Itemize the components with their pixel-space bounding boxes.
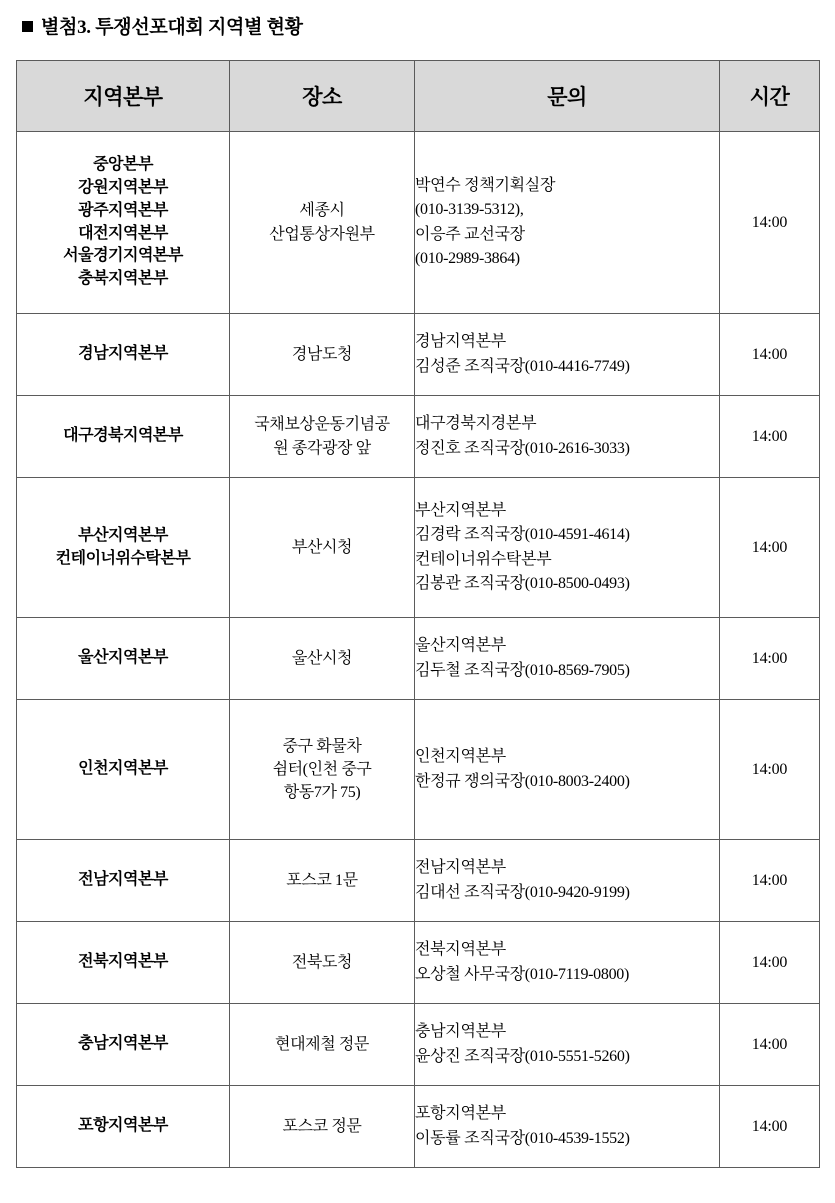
cell-contact-lines [415, 745, 719, 794]
cell-hq-line: 부산지역본부 [78, 526, 168, 544]
cell-place [230, 618, 415, 700]
cell-time: 14:00 [720, 922, 820, 1004]
cell-place-lines [230, 1033, 414, 1056]
cell-place-line: 쉼터(인천 중구 [272, 760, 372, 778]
cell-place-line: 포스코 정문 [282, 1117, 362, 1135]
cell-hq-lines [17, 425, 229, 448]
cell-time: 14:00 [720, 478, 820, 618]
cell-hq-line: 울산지역본부 [78, 649, 168, 667]
cell-place-line: 전북도청 [291, 953, 353, 971]
cell-place-line: 산업통상자원부 [269, 225, 375, 243]
cell-hq-line: 강원지역본부 [78, 179, 168, 197]
table-body [17, 132, 820, 1168]
cell-contact-line: 포항지역본부 [415, 1105, 506, 1123]
cell-place-lines [230, 199, 414, 245]
cell-place [230, 132, 415, 314]
cell-contact-line: 울산지역본부 [415, 637, 506, 655]
cell-contact-line: 박연수 정책기획실장 [415, 176, 556, 194]
cell-hq-line: 중앙본부 [93, 156, 153, 174]
page-title-text: 별첨3. 투쟁선포대회 지역별 현황 [41, 17, 303, 38]
cell-hq [17, 1086, 230, 1168]
cell-contact-line: 인천지역본부 [415, 748, 506, 766]
cell-place-lines [230, 647, 414, 670]
cell-place-line: 포스코 1문 [286, 871, 358, 889]
cell-time: 14:00 [720, 314, 820, 396]
cell-contact [415, 1086, 720, 1168]
cell-contact-line: 전북지역본부 [415, 941, 506, 959]
cell-hq [17, 618, 230, 700]
cell-contact-line: 정진호 조직국장(010-2616-3033) [415, 439, 630, 457]
cell-contact-line: 김봉관 조직국장(010-8500-0493) [415, 574, 630, 592]
cell-place [230, 700, 415, 840]
cell-contact [415, 314, 720, 396]
cell-place-line: 부산시청 [291, 538, 353, 556]
cell-time: 14:00 [720, 1086, 820, 1168]
table-row [17, 132, 820, 314]
cell-hq-lines [17, 758, 229, 781]
cell-hq [17, 314, 230, 396]
cell-contact-lines [415, 1102, 719, 1151]
cell-contact [415, 1004, 720, 1086]
cell-hq-lines [17, 154, 229, 290]
cell-hq-line: 대구경북지역본부 [63, 427, 183, 445]
cell-hq-lines [17, 951, 229, 974]
table-header [17, 61, 820, 132]
cell-hq-line: 충남지역본부 [78, 1035, 168, 1053]
cell-hq [17, 922, 230, 1004]
cell-contact-lines [415, 856, 719, 905]
cell-place [230, 478, 415, 618]
cell-time: 14:00 [720, 700, 820, 840]
cell-contact [415, 396, 720, 478]
cell-contact [415, 922, 720, 1004]
cell-place-lines [230, 869, 414, 892]
table-row [17, 314, 820, 396]
cell-hq [17, 840, 230, 922]
cell-contact-lines [415, 412, 719, 461]
cell-place-lines [230, 343, 414, 366]
column-header-place: 장소 [230, 61, 415, 132]
cell-place-line: 원 종각광장 앞 [273, 439, 371, 457]
cell-contact [415, 478, 720, 618]
cell-place-line: 국채보상운동기념공 [254, 416, 390, 434]
cell-contact-line: 대구경북지경본부 [415, 415, 537, 433]
table-row [17, 396, 820, 478]
cell-contact [415, 840, 720, 922]
table-row [17, 700, 820, 840]
cell-hq-lines [17, 525, 229, 570]
cell-contact-lines [415, 938, 719, 987]
table-row [17, 478, 820, 618]
cell-place-line: 울산시청 [291, 649, 353, 667]
cell-hq-lines [17, 647, 229, 670]
cell-contact [415, 700, 720, 840]
cell-contact-line: 김대선 조직국장(010-9420-9199) [415, 883, 630, 901]
cell-hq-line: 충북지역본부 [78, 269, 168, 287]
cell-contact-line: 김성준 조직국장(010-4416-7749) [415, 357, 630, 375]
cell-hq-line: 전북지역본부 [78, 953, 168, 971]
cell-place-lines [230, 1115, 414, 1138]
cell-place [230, 314, 415, 396]
cell-place-lines [230, 413, 414, 459]
cell-time: 14:00 [720, 396, 820, 478]
cell-hq [17, 700, 230, 840]
cell-contact-lines [415, 499, 719, 596]
cell-place [230, 1086, 415, 1168]
cell-contact [415, 618, 720, 700]
cell-contact-line: 경남지역본부 [415, 333, 506, 351]
cell-hq-line: 컨테이너위수탁본부 [55, 549, 191, 567]
cell-hq [17, 132, 230, 314]
cell-hq-line: 인천지역본부 [78, 760, 168, 778]
table-row [17, 1086, 820, 1168]
square-bullet-icon [22, 21, 33, 32]
cell-contact-line: 부산지역본부 [415, 501, 506, 519]
cell-contact-line: 윤상진 조직국장(010-5551-5260) [415, 1047, 630, 1065]
cell-hq-line: 서울경기지역본부 [63, 247, 183, 265]
cell-time: 14:00 [720, 618, 820, 700]
cell-contact-line: 전남지역본부 [415, 859, 506, 877]
cell-time: 14:00 [720, 1004, 820, 1086]
cell-place-line: 현대제철 정문 [275, 1035, 369, 1053]
cell-place [230, 396, 415, 478]
cell-hq-line: 포항지역본부 [78, 1117, 168, 1135]
cell-place-lines [230, 536, 414, 559]
cell-hq-line: 광주지역본부 [78, 201, 168, 219]
cell-contact-lines [415, 174, 719, 271]
table-header-row [17, 61, 820, 132]
table-row [17, 1004, 820, 1086]
cell-place-line: 세종시 [299, 202, 345, 220]
cell-contact-line: 이응주 교선국장 [415, 225, 525, 243]
page-title [22, 12, 303, 39]
column-header-time: 시간 [720, 61, 820, 132]
cell-place [230, 1004, 415, 1086]
cell-place-line: 항동7가 75) [283, 784, 361, 802]
column-header-contact: 문의 [415, 61, 720, 132]
cell-contact-line: 한정규 쟁의국장(010-8003-2400) [415, 772, 630, 790]
cell-time: 14:00 [720, 840, 820, 922]
table-row [17, 840, 820, 922]
table-row [17, 618, 820, 700]
cell-hq [17, 478, 230, 618]
cell-hq-lines [17, 1033, 229, 1056]
cell-hq-line: 대전지역본부 [78, 224, 168, 242]
table-row [17, 922, 820, 1004]
cell-hq-lines [17, 343, 229, 366]
cell-place [230, 840, 415, 922]
cell-place-line: 중구 화물차 [282, 737, 362, 755]
cell-place-line: 경남도청 [291, 345, 353, 363]
cell-contact-line: (010-3139-5312), [415, 201, 524, 219]
cell-place-lines [230, 735, 414, 805]
cell-hq [17, 396, 230, 478]
cell-contact-line: 컨테이너위수탁본부 [415, 550, 552, 568]
cell-hq-lines [17, 869, 229, 892]
cell-hq [17, 1004, 230, 1086]
cell-contact-line: 김두철 조직국장(010-8569-7905) [415, 661, 630, 679]
cell-contact-line: 김경락 조직국장(010-4591-4614) [415, 526, 630, 544]
cell-hq-lines [17, 1115, 229, 1138]
cell-contact-lines [415, 634, 719, 683]
cell-hq-line: 전남지역본부 [78, 871, 168, 889]
cell-time: 14:00 [720, 132, 820, 314]
cell-contact-line: 충남지역본부 [415, 1023, 506, 1041]
cell-contact-lines [415, 1020, 719, 1069]
cell-contact-line: 이동률 조직국장(010-4539-1552) [415, 1129, 630, 1147]
cell-contact-line: 오상철 사무국장(010-7119-0800) [415, 965, 630, 983]
cell-hq-line: 경남지역본부 [78, 345, 168, 363]
cell-contact [415, 132, 720, 314]
cell-place [230, 922, 415, 1004]
cell-contact-line: (010-2989-3864) [415, 249, 520, 267]
region-status-table [16, 60, 820, 1168]
cell-place-lines [230, 951, 414, 974]
column-header-hq: 지역본부 [17, 61, 230, 132]
cell-contact-lines [415, 330, 719, 379]
